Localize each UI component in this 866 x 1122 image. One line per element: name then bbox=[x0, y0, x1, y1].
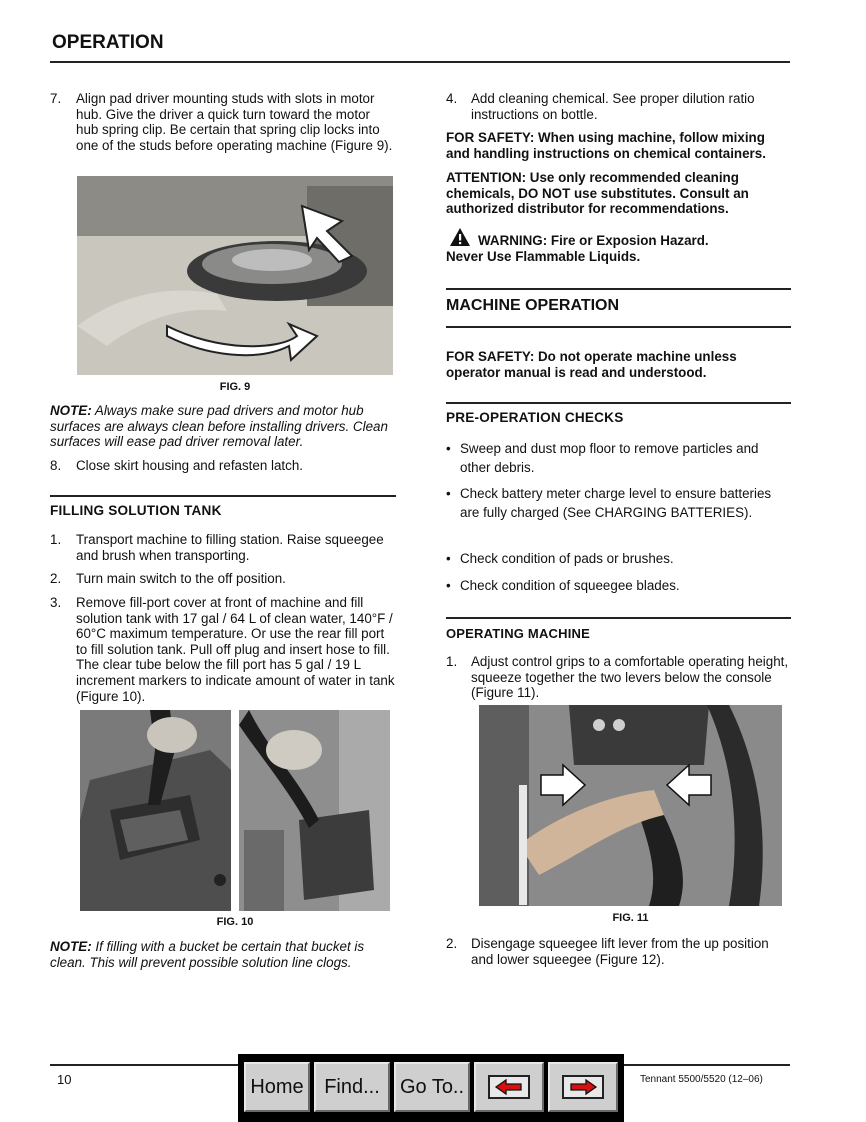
step-number: 1. bbox=[50, 532, 62, 547]
figure-11-caption: FIG. 11 bbox=[612, 912, 649, 924]
figure-10-photo-left bbox=[80, 710, 231, 911]
list-item-text: Check condition of squeegee blades. bbox=[460, 578, 680, 593]
figure-10-photo-right bbox=[239, 710, 390, 911]
document-reference: Tennant 5500/5520 (12–06) bbox=[640, 1074, 763, 1085]
warning-triangle-icon bbox=[449, 227, 471, 247]
step-4 bbox=[446, 91, 791, 122]
machine-operation-title: MACHINE OPERATION bbox=[446, 297, 620, 314]
list-item-text: Check battery meter charge level to ensure batteries are fully charged (See CHARGING BATTERIES). bbox=[460, 486, 772, 520]
step-8 bbox=[50, 458, 395, 474]
page-title: OPERATION bbox=[52, 32, 164, 53]
step-number: 8. bbox=[50, 458, 62, 473]
home-button[interactable]: Home bbox=[244, 1062, 310, 1112]
note-label: NOTE: bbox=[50, 403, 92, 418]
fill-step-2 bbox=[50, 571, 395, 587]
note-label: NOTE: bbox=[50, 939, 92, 954]
step-text: Disengage squeegee lift lever from the up position and lower squeegee (Figure 12). bbox=[471, 936, 769, 967]
attention-note: ATTENTION: Use only recommended cleaning chemicals, DO NOT use substitutes. Consult an authorized distributor for recommendations. bbox=[446, 170, 749, 217]
step-text: Transport machine to filling station. Raise squeegee and brush when transporting. bbox=[76, 532, 384, 563]
red-arrow-left-icon bbox=[488, 1075, 530, 1099]
safety-note-chemicals: FOR SAFETY: When using machine, follow mixing and handling instructions on chemical containers. bbox=[446, 130, 766, 161]
page-number: 10 bbox=[57, 1072, 72, 1087]
step-text: Adjust control grips to a comfortable operating height, squeeze together the two levers below the console (Figure 11). bbox=[471, 654, 789, 701]
op-step-2 bbox=[446, 936, 791, 967]
section-rule bbox=[446, 288, 791, 290]
list-item-text: Check condition of pads or brushes. bbox=[460, 551, 674, 566]
bullet-icon: • bbox=[446, 486, 451, 501]
note-text: Always make sure pad drivers and motor hub surfaces are always clean before installing drivers. Clean surfaces will ease pad driver removal later. bbox=[50, 403, 388, 450]
step-number: 3. bbox=[50, 595, 62, 610]
section-rule bbox=[446, 326, 791, 328]
bullet-icon: • bbox=[446, 551, 451, 566]
figure-9-caption: FIG. 9 bbox=[219, 381, 251, 393]
step-text: Remove fill-port cover at front of machine and fill solution tank with 17 gal / 64 L of clean water, 140°F / 60°C maximum temperature. Or use the rear fill port to fill solution tank. Pull off plug and insert hose to fill. The clear tube below the fill port has 5 gal / 19 L increment markers to indicate amount of water in tank (Figure 10). bbox=[76, 595, 395, 704]
fill-step-1 bbox=[50, 532, 395, 563]
step-text: Turn main switch to the off position. bbox=[76, 571, 286, 586]
step-number: 1. bbox=[446, 654, 458, 669]
op-step-1 bbox=[446, 654, 791, 701]
note-text: If filling with a bucket be certain that bucket is clean. This will prevent possible solution line clogs. bbox=[50, 939, 365, 970]
navigation-bar bbox=[238, 1054, 624, 1122]
step-number: 2. bbox=[446, 936, 458, 951]
find-button[interactable]: Find... bbox=[314, 1062, 390, 1112]
red-arrow-right-icon bbox=[562, 1075, 604, 1099]
next-page-button[interactable] bbox=[548, 1062, 618, 1112]
step-7 bbox=[50, 91, 395, 153]
safety-note-manual: FOR SAFETY: Do not operate machine unless operator manual is read and understood. bbox=[446, 349, 737, 380]
goto-button[interactable]: Go To.. bbox=[394, 1062, 470, 1112]
note-1 bbox=[50, 403, 395, 450]
figure-9-photo bbox=[77, 176, 393, 375]
figure-10-caption: FIG. 10 bbox=[216, 916, 254, 928]
bullet-icon: • bbox=[446, 441, 451, 456]
warning-line-2: Never Use Flammable Liquids. bbox=[446, 249, 641, 264]
filling-section-title: FILLING SOLUTION TANK bbox=[50, 503, 222, 518]
section-rule bbox=[446, 617, 791, 619]
step-text: Add cleaning chemical. See proper dilution ratio instructions on bottle. bbox=[471, 91, 755, 122]
step-number: 4. bbox=[446, 91, 458, 106]
section-rule bbox=[446, 402, 791, 404]
bullet-icon: • bbox=[446, 578, 451, 593]
list-item-text: Sweep and dust mop floor to remove particles and other debris. bbox=[460, 441, 759, 475]
step-number: 2. bbox=[50, 571, 62, 586]
previous-page-button[interactable] bbox=[474, 1062, 544, 1112]
warning-line-1: WARNING: Fire or Exposion Hazard. bbox=[478, 233, 709, 248]
section-rule bbox=[50, 495, 396, 497]
header-rule bbox=[50, 61, 790, 63]
note-2 bbox=[50, 939, 395, 970]
pre-operation-title: PRE-OPERATION CHECKS bbox=[446, 410, 624, 425]
step-text: Align pad driver mounting studs with slots in motor hub. Give the driver a quick turn toward the motor hub spring clip. Be certain that spring clip locks into one of the studs before operating machine (Figure 9). bbox=[76, 91, 393, 153]
fill-step-3 bbox=[50, 595, 395, 704]
figure-11-photo bbox=[479, 705, 782, 906]
step-number: 7. bbox=[50, 91, 62, 106]
operating-machine-title: OPERATING MACHINE bbox=[446, 626, 590, 641]
step-text: Close skirt housing and refasten latch. bbox=[76, 458, 304, 473]
